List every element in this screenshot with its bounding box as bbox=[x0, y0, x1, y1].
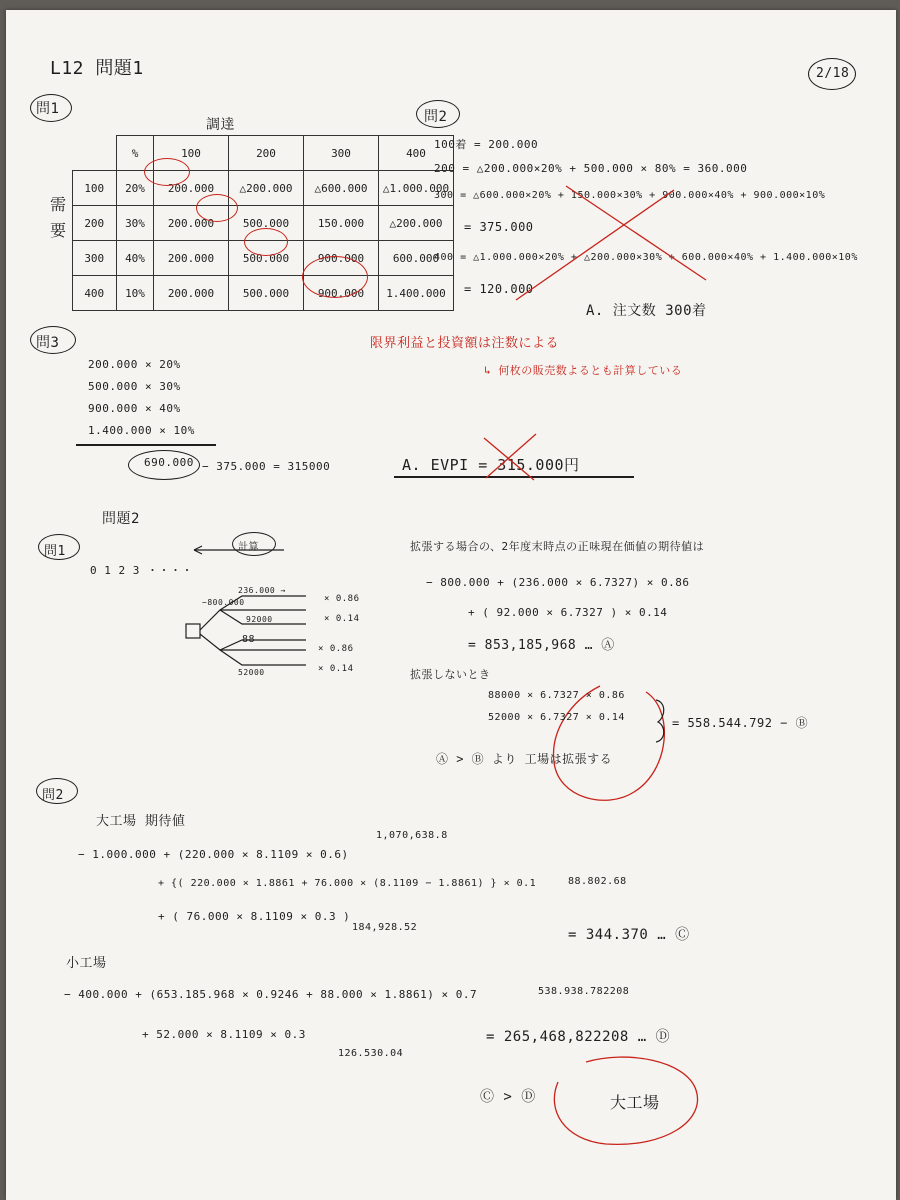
p2-q1-heading: 拡張する場合の、2年度末時点の正味現在価値の期待値は bbox=[410, 540, 705, 553]
q3-red-note: ↳ 何枚の販売数よるとも計算している bbox=[484, 364, 683, 377]
q3-label: 問3 bbox=[36, 335, 60, 351]
payoff-cell: 900.000 bbox=[304, 241, 379, 276]
large-factory-title: 大工場 期待値 bbox=[96, 814, 186, 829]
q3-sum: 690.000 bbox=[144, 456, 194, 469]
supply-col: 400 bbox=[379, 136, 454, 171]
q1-label: 問1 bbox=[36, 101, 60, 117]
p2-q1-line: + ( 92.000 × 6.7327 ) × 0.14 bbox=[468, 606, 668, 619]
answer-sheet bbox=[6, 10, 896, 1200]
payoff-cell: 200.000 bbox=[154, 171, 229, 206]
supply-col: 300 bbox=[304, 136, 379, 171]
q2-line: = 120.000 bbox=[464, 282, 534, 296]
payoff-cell: 500.000 bbox=[229, 206, 304, 241]
tree-cost: −800.000 bbox=[202, 598, 245, 607]
q2-line: 300 = △600.000×20% + 150.000×30% + 900.000×40% + 900.000×10% bbox=[434, 190, 826, 201]
large-line: + ( 76.000 × 8.1109 × 0.3 ) bbox=[158, 910, 351, 923]
payoff-cell: △200.000 bbox=[229, 171, 304, 206]
demand-value: 100 bbox=[72, 171, 117, 206]
demand-pct: 30% bbox=[117, 206, 154, 241]
q3-line: 900.000 × 40% bbox=[88, 402, 181, 415]
tree-prob: × 0.14 bbox=[324, 614, 360, 624]
small-note: 126.530.04 bbox=[338, 1048, 404, 1059]
result-b: = 558.544.792 − Ⓑ bbox=[672, 716, 809, 730]
q3-answer: A. EVPI = 315.000円 bbox=[402, 456, 580, 474]
p2-q2-answer: 大工場 bbox=[610, 1093, 660, 1112]
tree-prob: × 0.86 bbox=[318, 644, 354, 654]
result-a: = 853,185,968 … Ⓐ bbox=[468, 638, 615, 653]
problem2-title: 問題2 bbox=[102, 511, 140, 527]
large-line: − 1.000.000 + (220.000 × 8.1109 × 0.6) bbox=[78, 848, 349, 861]
supply-col: 100 bbox=[154, 136, 229, 171]
demand-pct: 40% bbox=[117, 241, 154, 276]
p2-q1-label: 問1 bbox=[44, 544, 66, 559]
p2-q2-conclusion-left: Ⓒ > Ⓓ bbox=[480, 1089, 536, 1105]
q2-answer: A. 注文数 300着 bbox=[586, 303, 707, 319]
demand-pct: 10% bbox=[117, 276, 154, 311]
q2-line: 200 = △200.000×20% + 500.000 × 80% = 360.000 bbox=[434, 162, 748, 175]
payoff-cell: 150.000 bbox=[304, 206, 379, 241]
payoff-cell: 200.000 bbox=[154, 206, 229, 241]
q2-line: 400 = △1.000.000×20% + △200.000×30% + 600.000×40% + 1.400.000×10% bbox=[434, 252, 858, 263]
supply-col: 200 bbox=[229, 136, 304, 171]
payoff-cell: 200.000 bbox=[154, 276, 229, 311]
page-title: L12 問題1 bbox=[50, 58, 144, 79]
p2-q2-label: 問2 bbox=[42, 788, 64, 803]
payoff-cell: △1.000.000 bbox=[379, 171, 454, 206]
small-line: + 52.000 × 8.1109 × 0.3 bbox=[142, 1028, 306, 1041]
q2-label: 問2 bbox=[424, 109, 448, 125]
tree-branch-d: 52000 bbox=[238, 668, 265, 677]
large-result: = 344.370 … Ⓒ bbox=[568, 927, 690, 943]
small-note: 538.938.782208 bbox=[538, 986, 630, 997]
pct-header: % bbox=[117, 136, 154, 171]
demand-label: 需要 bbox=[50, 195, 67, 240]
timeline-tag: 計算 bbox=[238, 542, 259, 553]
tree-prob: × 0.86 bbox=[324, 594, 360, 604]
tree-and-pen-marks bbox=[6, 10, 896, 1200]
demand-value: 200 bbox=[72, 206, 117, 241]
large-line: + {( 220.000 × 1.8861 + 76.000 × (8.1109 − 1.8861) } × 0.1 bbox=[158, 878, 537, 889]
timeline: 0 1 2 3 ・・・・ bbox=[90, 564, 193, 577]
small-line: − 400.000 + (653.185.968 × 0.9246 + 88.000 × 1.8861) × 0.7 bbox=[64, 988, 478, 1001]
p2-q2-label-circle bbox=[36, 778, 78, 804]
payoff-cell: 500.000 bbox=[229, 241, 304, 276]
q3-line: 1.400.000 × 10% bbox=[88, 424, 195, 437]
q3-line: 200.000 × 20% bbox=[88, 358, 181, 371]
tree-branch-c: 88 bbox=[242, 634, 256, 645]
q3-line: 500.000 × 30% bbox=[88, 380, 181, 393]
payoff-cell: 1.400.000 bbox=[379, 276, 454, 311]
q3-red-note: 限界利益と投資額は注数による bbox=[370, 336, 560, 351]
payoff-cell: △200.000 bbox=[379, 206, 454, 241]
small-factory-title: 小工場 bbox=[66, 956, 107, 971]
small-result: = 265,468,822208 … Ⓓ bbox=[486, 1029, 671, 1045]
p2-q1-conclusion: Ⓐ > Ⓑ より 工場は拡張する bbox=[436, 752, 613, 766]
tree-branch-a: 236.000 → bbox=[238, 586, 286, 595]
no-expand-label: 拡張しないとき bbox=[410, 668, 491, 681]
tree-prob: × 0.14 bbox=[318, 664, 354, 674]
q3-calc: − 375.000 = 315000 bbox=[202, 460, 331, 473]
demand-value: 300 bbox=[72, 241, 117, 276]
payoff-cell: 900.000 bbox=[304, 276, 379, 311]
payoff-cell: 600.000 bbox=[379, 241, 454, 276]
payoff-cell: △600.000 bbox=[304, 171, 379, 206]
page-mark: 2/18 bbox=[816, 66, 850, 81]
p2-q1-b-line: 52000 × 6.7327 × 0.14 bbox=[488, 712, 625, 723]
q2-line: 100着 = 200.000 bbox=[434, 138, 539, 151]
large-note: 88.802.68 bbox=[568, 876, 627, 887]
large-note: 1,070,638.8 bbox=[376, 830, 448, 841]
tree-branch-b: 92000 bbox=[246, 615, 273, 624]
p2-q1-line: − 800.000 + (236.000 × 6.7327) × 0.86 bbox=[426, 576, 690, 589]
payoff-cell: 500.000 bbox=[229, 276, 304, 311]
large-note: 184,928.52 bbox=[352, 922, 418, 933]
payoff-cell: 200.000 bbox=[154, 241, 229, 276]
demand-value: 400 bbox=[72, 276, 117, 311]
q2-line: = 375.000 bbox=[464, 220, 534, 234]
supply-label: 調達 bbox=[206, 117, 235, 133]
demand-pct: 20% bbox=[117, 171, 154, 206]
p2-q1-b-line: 88000 × 6.7327 × 0.86 bbox=[488, 690, 625, 701]
